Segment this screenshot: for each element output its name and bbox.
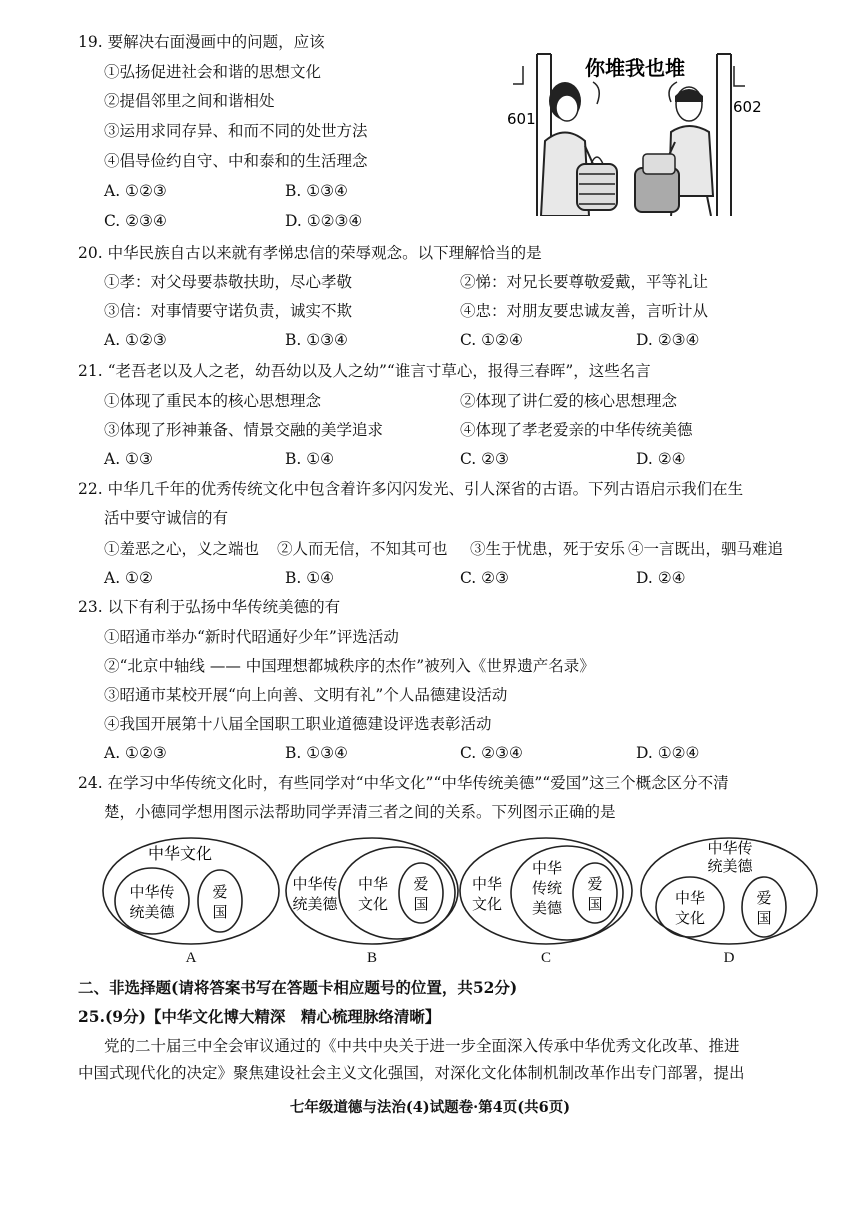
q25-heading: 25.(9分)【中华文化博大精深 精心梳理脉络清晰】	[78, 1007, 441, 1026]
q19-stem: 19. 要解决右面漫画中的问题，应该	[78, 33, 325, 51]
q22-option-d[interactable]: D. ②④	[636, 569, 686, 587]
q22-item-4: ④一言既出，驷马难追	[628, 540, 784, 558]
q25-paragraph-line-2: 中国式现代化的决定》聚焦建设社会主义文化强国，对深化文化体制机制改革作出专门部署，提出	[78, 1064, 745, 1082]
q21-item-1: ①体现了重民本的核心思想理念	[104, 392, 322, 410]
svg-text:中华传: 中华传	[129, 883, 175, 901]
q22-item-1: ①羞恶之心，义之端也	[104, 540, 260, 558]
diagram-label-b: B	[366, 950, 377, 966]
page-footer: 七年级道德与法治(4)试题卷·第4页(共6页)	[289, 1099, 571, 1116]
door-number-left: 601	[507, 110, 536, 128]
q20-option-b[interactable]: B. ①③④	[285, 331, 348, 349]
venn-diagram-d[interactable]	[638, 835, 820, 947]
svg-text:国: 国	[756, 909, 772, 927]
q23-stem: 23. 以下有利于弘扬中华传统美德的有	[78, 598, 341, 616]
venn-diagram-a[interactable]	[100, 835, 282, 947]
comic-speech: 你堆我也堆	[585, 56, 685, 80]
q21-option-b[interactable]: B. ①④	[285, 450, 335, 468]
q20-item-1: ①孝：对父母要恭敬扶助，尽心孝敬	[104, 273, 353, 291]
door-number-right: 602	[733, 98, 762, 116]
svg-text:爱: 爱	[413, 875, 429, 893]
q22-option-c[interactable]: C. ②③	[460, 569, 509, 587]
q23-item-1: ①昭通市举办“新时代昭通好少年”评选活动	[104, 628, 399, 646]
q25-paragraph-line-1: 党的二十届三中全会审议通过的《中共中央关于进一步全面深入传承中华优秀文化改革、推进	[104, 1037, 740, 1055]
q24-stem-cont: 楚，小德同学想用图示法帮助同学弄清三者之间的关系。下列图示正确的是	[104, 803, 616, 821]
svg-text:统美德: 统美德	[129, 903, 175, 921]
q19-item-4: ④倡导俭约自守、中和泰和的生活理念	[104, 152, 368, 170]
svg-text:中华: 中华	[471, 875, 503, 893]
svg-text:中华: 中华	[357, 875, 389, 893]
q22-stem-cont: 活中要守诚信的有	[104, 509, 229, 527]
neighbor-clutter-cartoon	[505, 46, 765, 216]
q21-option-a[interactable]: A. ①③	[104, 450, 153, 468]
svg-text:国: 国	[587, 895, 603, 913]
svg-text:统美德: 统美德	[707, 857, 753, 875]
q19-item-2: ②提倡邻里之间和谐相处	[104, 92, 275, 110]
svg-text:爱: 爱	[756, 889, 772, 907]
q20-item-2: ②悌：对兄长要尊敬爱戴，平等礼让	[460, 273, 709, 291]
q21-item-3: ③体现了形神兼备、情景交融的美学追求	[104, 421, 384, 439]
svg-text:美德: 美德	[531, 899, 563, 917]
q19-item-1: ①弘扬促进社会和谐的思想文化	[104, 63, 322, 81]
svg-text:文化: 文化	[357, 895, 389, 913]
svg-text:传统: 传统	[531, 879, 563, 897]
q22-option-b[interactable]: B. ①④	[285, 569, 335, 587]
svg-text:文化: 文化	[471, 895, 503, 913]
svg-text:爱: 爱	[587, 875, 603, 893]
venn-diagram-b[interactable]	[281, 835, 463, 947]
q19-option-b[interactable]: B. ①③④	[285, 182, 348, 200]
svg-text:国: 国	[212, 903, 228, 921]
q21-option-c[interactable]: C. ②③	[460, 450, 509, 468]
q20-stem: 20. 中华民族自古以来就有孝悌忠信的荣辱观念。以下理解恰当的是	[78, 244, 542, 262]
q24-stem: 24. 在学习中华传统文化时，有些同学对“中华文化”“中华传统美德”“爱国”这三个概念区分不清	[78, 774, 729, 792]
svg-text:中华传: 中华传	[292, 875, 338, 893]
svg-text:文化: 文化	[674, 909, 706, 927]
q20-item-4: ④忠：对朋友要忠诚友善，言听计从	[460, 302, 709, 320]
svg-text:中华文化: 中华文化	[147, 844, 213, 863]
diagram-label-a: A	[185, 950, 197, 966]
diagram-label-c: C	[540, 950, 551, 966]
q22-item-3: ③生于忧患，死于安乐	[470, 540, 626, 558]
svg-text:统美德: 统美德	[292, 895, 338, 913]
q20-option-d[interactable]: D. ②③④	[636, 331, 700, 349]
q21-option-d[interactable]: D. ②④	[636, 450, 686, 468]
q23-item-3: ③昭通市某校开展“向上向善、文明有礼”个人品德建设活动	[104, 686, 508, 704]
q22-stem: 22. 中华几千年的优秀传统文化中包含着许多闪闪发光、引人深省的古语。下列古语启示我们在生	[78, 480, 744, 498]
diagram-label-d: D	[723, 950, 735, 966]
q20-option-a[interactable]: A. ①②③	[104, 331, 167, 349]
q21-stem: 21. “老吾老以及人之老，幼吾幼以及人之幼”“谁言寸草心，报得三春晖”，这些名言	[78, 362, 651, 380]
venn-diagram-c[interactable]	[455, 835, 637, 947]
q20-option-c[interactable]: C. ①②④	[460, 331, 523, 349]
q23-option-c[interactable]: C. ②③④	[460, 744, 523, 762]
q19-option-c[interactable]: C. ②③④	[104, 212, 167, 230]
q22-item-2: ②人而无信，不知其可也	[277, 540, 448, 558]
svg-text:中华: 中华	[531, 859, 563, 877]
q19-option-d[interactable]: D. ①②③④	[285, 212, 363, 230]
q23-item-4: ④我国开展第十八届全国职工职业道德建设评选表彰活动	[104, 715, 492, 733]
q23-option-b[interactable]: B. ①③④	[285, 744, 348, 762]
q23-item-2: ②“北京中轴线 —— 中国理想都城秩序的杰作”被列入《世界遗产名录》	[104, 657, 595, 675]
svg-text:中华传: 中华传	[707, 839, 753, 857]
q21-item-2: ②体现了讲仁爱的核心思想理念	[460, 392, 678, 410]
svg-text:国: 国	[413, 895, 429, 913]
q20-item-3: ③信：对事情要守诺负责，诚实不欺	[104, 302, 353, 320]
q21-item-4: ④体现了孝老爱亲的中华传统美德	[460, 421, 693, 439]
q22-option-a[interactable]: A. ①②	[104, 569, 153, 587]
q23-option-d[interactable]: D. ①②④	[636, 744, 700, 762]
svg-text:爱: 爱	[212, 883, 228, 901]
q23-option-a[interactable]: A. ①②③	[104, 744, 167, 762]
svg-text:中华: 中华	[674, 889, 706, 907]
q19-option-a[interactable]: A. ①②③	[104, 182, 167, 200]
section-heading: 二、非选择题(请将答案书写在答题卡相应题号的位置，共52分)	[78, 978, 518, 997]
q19-item-3: ③运用求同存异、和而不同的处世方法	[104, 122, 368, 140]
